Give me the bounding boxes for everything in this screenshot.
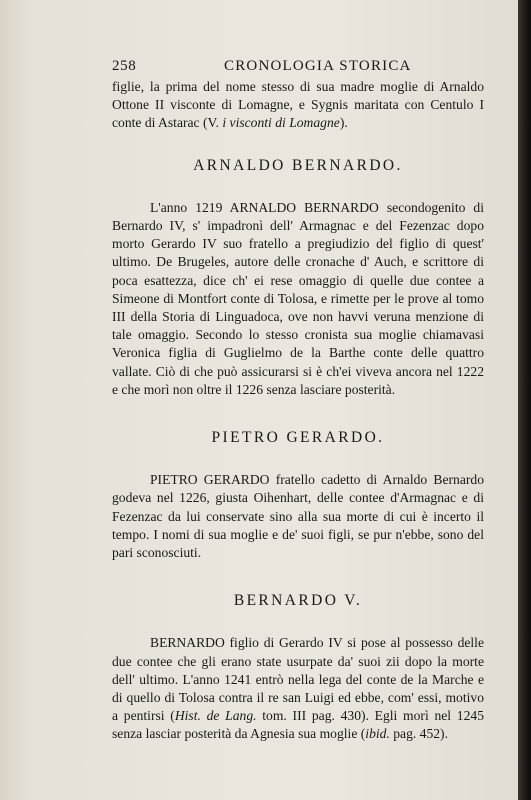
section-heading-arnaldo-bernardo: ARNALDO BERNARDO. bbox=[193, 156, 403, 174]
section-heading-bernardo-v: BERNARDO V. bbox=[233, 592, 363, 610]
citation-hist-de-lang: Hist. de Lang. bbox=[174, 708, 257, 724]
intro-reference: i visconti di Lomagne bbox=[222, 115, 340, 131]
intro-paragraph: figlie, la prima del nome stesso di sua madre moglie di Arnaldo Ottone II visconte di Lomagne, e Sygnis maritata con Centulo I conte di Astarac (V. i visconti di Lomagne). bbox=[112, 79, 484, 131]
section-heading-pietro-gerardo: PIETRO GERARDO. bbox=[211, 429, 385, 447]
page-body bbox=[112, 78, 484, 744]
page-number: 258 bbox=[112, 58, 137, 74]
section-text-pietro-gerardo: PIETRO GERARDO fratello cadetto di Arnaldo Bernardo godeva nel 1226, giusta Oihenhart, delle contee d'Armagnac e di Fezenzac da lui conservate sino alla sua morte di cui è incerto il tempo. I nomi di sua moglie e de' suoi figli, se pur n'ebbe, sono del pari sconosciuti. bbox=[112, 472, 484, 561]
citation-ibid: ibid. bbox=[365, 726, 390, 742]
section-text-bernardo-v: BERNARDO figlio di Gerardo IV si pose al possesso delle due contee che gli erano state usurpate da' suoi zii dopo la morte dell' ultimo. L'anno 1241 entrò nella lega del conte de la Marche e di quello di Tolosa contra il re san Luigi ed ebbe, com' essi, motivo a pentirsi (Hist. de Lang. tom. III pag. 430). Egli morì nel 1245 senza lasciar posterità da Agnesia sua moglie (ibid. pag. 452). bbox=[112, 635, 484, 742]
running-title: CRONOLOGIA STORICA bbox=[224, 58, 412, 74]
section-text-arnaldo-bernardo: L'anno 1219 ARNALDO BERNARDO secondogenito di Bernardo IV, s' impadronì dell' Armagnac e del Fezenzac dopo morto Gerardo IV suo fratello a pregiudizio del figlio di quest' ultimo. De Brugeles, autore delle cronache d' Auch, e scrittore di poca esattezza, dice ch' ei rese omaggio di quelle due contee a Simeone di Montfort conte di Tolosa, e rimette per le prove al tomo III della Storia di Linguadoca, ove non havvi veruna menzione di tale omaggio. Secondo lo stesso cronista sua moglie chiamavasi Veronica figlia di Guglielmo de la Barthe conte delle quattro vallate. Ciò di che può assicurarsi si è ch'ei viveva ancora nel 1222 e che morì non oltre il 1226 senza lasciare posterità. bbox=[112, 199, 484, 397]
book-edge-shadow bbox=[518, 0, 531, 800]
